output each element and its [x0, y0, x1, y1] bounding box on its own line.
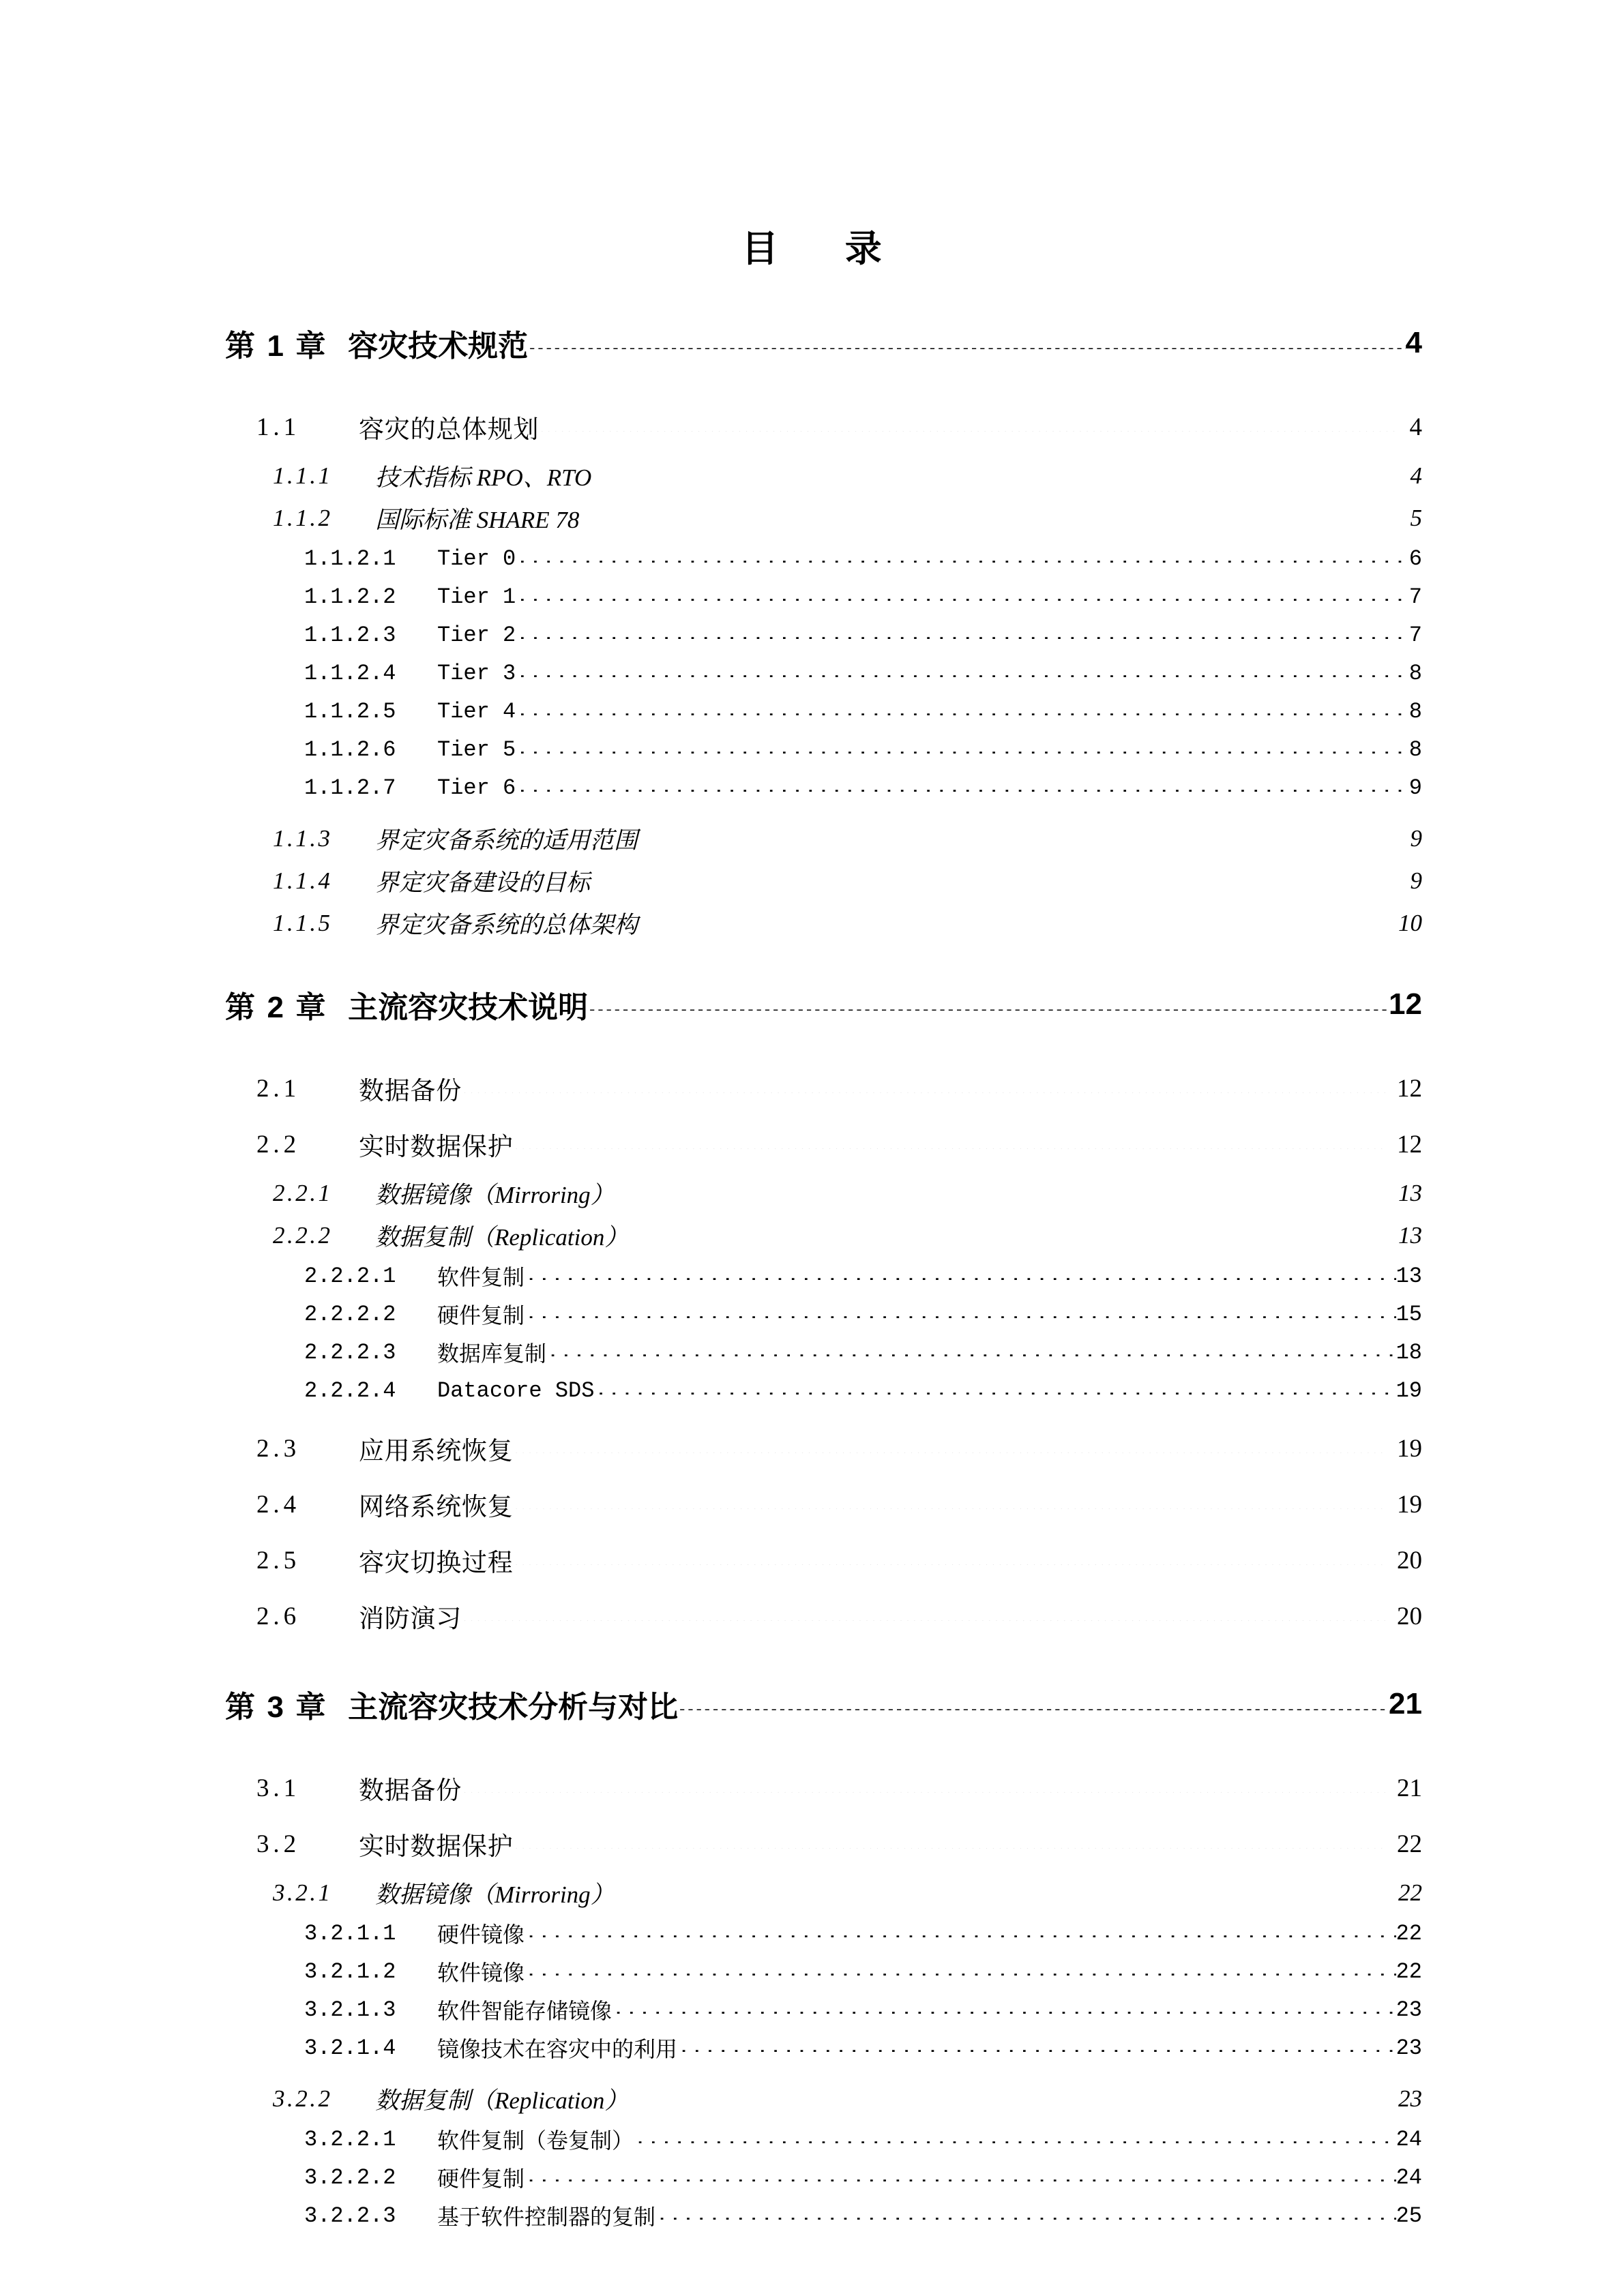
toc-entry-page-number: 21 — [1389, 1687, 1422, 1720]
toc-entry-page-number: 13 — [1398, 1180, 1422, 1206]
toc-entry-level-2[interactable] — [0, 1816, 1624, 1872]
toc-entry-level-3[interactable] — [0, 902, 1624, 944]
toc-entry-number: 第 2 章 — [225, 991, 328, 1024]
toc-spacer — [0, 807, 1624, 818]
toc-entry-title: 镜像技术在容灾中的利用 — [437, 2038, 678, 2063]
toc-entry-level-4[interactable] — [0, 730, 1624, 769]
toc-entry-page-number: 22 — [1398, 1879, 1422, 1906]
toc-spacer — [0, 376, 1624, 399]
toc-entry-page-number: 22 — [1396, 1958, 1422, 1984]
toc-leader-dots — [516, 745, 1409, 754]
toc-entry-page-number: 23 — [1396, 1997, 1422, 2023]
toc-entry-page-number: 13 — [1396, 1263, 1422, 1289]
toc-entry-page-number: 22 — [1397, 1830, 1422, 1858]
toc-entry-level-1[interactable] — [0, 972, 1624, 1037]
toc-entry-page-number: 7 — [1408, 622, 1422, 648]
toc-entry-level-4[interactable] — [0, 2158, 1624, 2196]
toc-entry-title: 消防演习 — [359, 1605, 462, 1633]
toc-entry-level-3[interactable] — [0, 1872, 1624, 1914]
toc-leader-dots — [516, 631, 1409, 640]
toc-leader-dots — [591, 471, 1400, 481]
toc-leader-dots — [590, 876, 1400, 886]
toc-leader-dots — [615, 1189, 1389, 1198]
toc-entry-number: 3.2.1.1 — [304, 1920, 396, 1946]
toc-entry-title: Tier 1 — [437, 584, 516, 610]
toc-entry-level-2[interactable] — [0, 1060, 1624, 1116]
toc-leader-dots — [638, 919, 1389, 928]
toc-entry-level-4[interactable] — [0, 654, 1624, 692]
toc-entry-level-3[interactable] — [0, 818, 1624, 860]
toc-entry-level-2[interactable] — [0, 1588, 1624, 1644]
toc-leader-dots — [525, 2173, 1396, 2182]
toc-entry-number: 1.1.2 — [273, 505, 333, 531]
toc-leader-dots — [655, 2211, 1396, 2220]
toc-entry-title: 容灾技术规范 — [348, 329, 529, 363]
toc-entry-title: 界定灾备系统的总体架构 — [375, 912, 638, 938]
toc-leader-dots — [677, 2044, 1396, 2053]
toc-leader-dots — [462, 1611, 1387, 1622]
toc-leader-dots — [634, 2135, 1396, 2144]
toc-leader-dots — [588, 998, 1389, 1011]
toc-entry-number: 3.2.2.3 — [304, 2203, 396, 2228]
toc-leader-dots — [525, 1929, 1396, 1938]
toc-entry-page-number: 21 — [1397, 1774, 1422, 1802]
toc-entry-page-number: 13 — [1398, 1222, 1422, 1249]
toc-leader-dots — [513, 1139, 1387, 1150]
toc-entry-page-number: 8 — [1408, 660, 1422, 686]
toc-entry-number: 2.6 — [256, 1602, 301, 1630]
toc-entry-title: 数据备份 — [359, 1077, 462, 1105]
toc-leader-dots — [525, 1967, 1396, 1976]
toc-entry-page-number: 6 — [1408, 546, 1422, 571]
toc-entry-title: 实时数据保护 — [359, 1833, 514, 1861]
toc-entry-page-number: 22 — [1396, 1920, 1422, 1946]
toc-entry-number: 2.2.2.3 — [304, 1339, 396, 1365]
toc-entry-level-2[interactable] — [0, 1532, 1624, 1588]
toc-entry-number: 3.2.1.2 — [304, 1958, 396, 1984]
toc-entry-title: 硬件复制 — [437, 1304, 525, 1330]
toc-entry-page-number: 23 — [1396, 2035, 1422, 2061]
toc-entry-page-number: 20 — [1397, 1602, 1422, 1630]
toc-entry-number: 2.1 — [256, 1074, 301, 1103]
toc-entry-level-4[interactable] — [0, 1914, 1624, 1952]
toc-entry-page-number: 7 — [1408, 584, 1422, 610]
toc-leader-dots — [539, 422, 1400, 432]
toc-entry-number: 1.1.2.3 — [304, 622, 396, 648]
toc-entry-title: 数据复制（Replication） — [375, 2087, 629, 2114]
table-of-contents — [0, 310, 1624, 2235]
toc-entry-level-2[interactable] — [0, 1760, 1624, 1816]
toc-entry-level-4[interactable] — [0, 2120, 1624, 2158]
toc-entry-page-number: 8 — [1408, 698, 1422, 724]
toc-entry-page-number: 25 — [1396, 2203, 1422, 2228]
toc-entry-number: 2.2.2.4 — [304, 1377, 396, 1403]
toc-entry-level-3[interactable] — [0, 455, 1624, 497]
toc-entry-title: Datacore SDS — [437, 1377, 595, 1403]
toc-entry-level-1[interactable] — [0, 1671, 1624, 1737]
toc-entry-number: 1.1.2.4 — [304, 660, 396, 686]
toc-leader-dots — [546, 1348, 1396, 1357]
toc-entry-title: 基于软件控制器的复制 — [437, 2206, 656, 2231]
toc-entry-level-2[interactable] — [0, 1420, 1624, 1476]
toc-entry-page-number: 4 — [1410, 462, 1422, 489]
toc-entry-page-number: 18 — [1396, 1339, 1422, 1365]
toc-entry-page-number: 4 — [1405, 326, 1422, 359]
toc-entry-title: 主流容灾技术说明 — [348, 991, 589, 1024]
toc-entry-number: 3.2.2 — [273, 2085, 333, 2112]
toc-entry-title: Tier 2 — [437, 622, 516, 648]
toc-entry-page-number: 19 — [1397, 1490, 1422, 1519]
toc-entry-page-number: 23 — [1398, 2085, 1422, 2112]
toc-entry-page-number: 9 — [1410, 825, 1422, 852]
toc-entry-number: 1.1.2.6 — [304, 736, 396, 762]
toc-leader-dots — [525, 1272, 1396, 1281]
toc-entry-number: 2.4 — [256, 1490, 301, 1519]
toc-entry-number: 3.2.2.1 — [304, 2126, 396, 2152]
toc-entry-page-number: 12 — [1397, 1130, 1422, 1159]
toc-spacer — [0, 944, 1624, 972]
toc-entry-page-number: 10 — [1398, 910, 1422, 936]
toc-entry-page-number: 4 — [1409, 413, 1422, 441]
toc-entry-title: 界定灾备建设的目标 — [375, 869, 591, 896]
toc-entry-number: 3.2.2.2 — [304, 2164, 396, 2190]
toc-entry-page-number: 24 — [1396, 2164, 1422, 2190]
toc-spacer — [0, 1410, 1624, 1420]
toc-leader-dots — [638, 834, 1400, 844]
toc-entry-number: 3.2.1.3 — [304, 1997, 396, 2023]
toc-entry-page-number: 15 — [1396, 1301, 1422, 1327]
toc-leader-dots — [628, 2094, 1389, 2104]
toc-entry-title: 软件镜像 — [437, 1962, 525, 1987]
toc-entry-number: 第 1 章 — [225, 329, 328, 363]
toc-entry-level-2[interactable] — [0, 1476, 1624, 1532]
toc-entry-title: 技术指标 RPO、RTO — [375, 464, 592, 491]
toc-entry-page-number: 12 — [1397, 1074, 1422, 1103]
toc-entry-title: 数据库复制 — [437, 1343, 547, 1368]
toc-entry-title: 界定灾备系统的适用范围 — [375, 827, 638, 854]
toc-entry-number: 1.1.2.5 — [304, 698, 396, 724]
toc-entry-title: Tier 0 — [437, 546, 516, 571]
toc-entry-number: 第 3 章 — [225, 1690, 328, 1724]
toc-entry-title: 软件复制（卷复制） — [437, 2130, 634, 2155]
toc-entry-title: 软件智能存储镜像 — [437, 2000, 612, 2025]
toc-spacer — [0, 1037, 1624, 1060]
toc-entry-page-number: 19 — [1397, 1434, 1422, 1463]
toc-entry-level-4[interactable] — [0, 692, 1624, 730]
toc-entry-level-3[interactable] — [0, 1172, 1624, 1214]
toc-entry-level-3[interactable] — [0, 860, 1624, 902]
toc-entry-level-1[interactable] — [0, 310, 1624, 376]
toc-entry-number: 3.2 — [256, 1830, 301, 1858]
toc-entry-title: 数据镜像（Mirroring） — [375, 1881, 615, 1908]
toc-leader-dots — [525, 1310, 1396, 1319]
toc-leader-dots — [594, 1386, 1396, 1395]
toc-entry-level-4[interactable] — [0, 1371, 1624, 1410]
toc-entry-page-number: 24 — [1396, 2126, 1422, 2152]
toc-entry-number: 1.1.5 — [273, 910, 333, 936]
toc-entry-number: 1.1.3 — [273, 825, 333, 852]
toc-entry-level-2[interactable] — [0, 1116, 1624, 1172]
toc-leader-dots — [612, 2006, 1396, 2014]
toc-entry-level-4[interactable] — [0, 616, 1624, 654]
toc-entry-number: 2.5 — [256, 1546, 301, 1575]
toc-entry-page-number: 9 — [1410, 867, 1422, 894]
toc-entry-level-3[interactable] — [0, 1214, 1624, 1257]
toc-entry-title: Tier 5 — [437, 736, 516, 762]
toc-entry-level-3[interactable] — [0, 497, 1624, 539]
toc-entry-page-number: 9 — [1408, 775, 1422, 801]
toc-entry-number: 2.2.1 — [273, 1180, 333, 1206]
toc-leader-dots — [516, 784, 1409, 792]
toc-leader-dots — [628, 1231, 1389, 1240]
toc-entry-level-4[interactable] — [0, 1952, 1624, 1991]
toc-entry-title: 容灾的总体规划 — [359, 416, 540, 444]
toc-entry-level-4[interactable] — [0, 578, 1624, 616]
toc-entry-title: 数据复制（Replication） — [375, 1224, 629, 1251]
toc-entry-level-4[interactable] — [0, 1295, 1624, 1333]
toc-entry-title: 主流容灾技术分析与对比 — [348, 1690, 679, 1724]
toc-entry-number: 3.2.1 — [273, 1879, 333, 1906]
toc-entry-page-number: 20 — [1397, 1546, 1422, 1575]
toc-entry-title: 硬件镜像 — [437, 1924, 525, 1949]
toc-entry-number: 2.3 — [256, 1434, 301, 1463]
toc-spacer — [0, 1737, 1624, 1760]
toc-entry-number: 3.2.1.4 — [304, 2035, 396, 2061]
toc-spacer — [0, 1644, 1624, 1671]
toc-entry-page-number: 8 — [1408, 736, 1422, 762]
toc-entry-level-4[interactable] — [0, 2029, 1624, 2067]
toc-leader-dots — [528, 337, 1405, 349]
toc-entry-number: 2.2 — [256, 1130, 301, 1159]
toc-entry-title: 容灾切换过程 — [359, 1549, 514, 1577]
toc-leader-dots — [516, 593, 1409, 601]
toc-spacer — [0, 2067, 1624, 2078]
toc-entry-page-number: 5 — [1410, 505, 1422, 531]
toc-entry-number: 1.1.2.1 — [304, 546, 396, 571]
toc-entry-number: 1.1.2.7 — [304, 775, 396, 801]
toc-entry-page-number: 19 — [1396, 1377, 1422, 1403]
toc-leader-dots — [579, 513, 1400, 523]
toc-leader-dots — [615, 1888, 1389, 1898]
toc-entry-level-4[interactable] — [0, 1333, 1624, 1371]
toc-entry-number: 3.1 — [256, 1774, 301, 1802]
toc-entry-level-4[interactable] — [0, 1257, 1624, 1295]
toc-entry-number: 1.1 — [256, 413, 301, 441]
toc-entry-title: Tier 6 — [437, 775, 516, 801]
toc-entry-title: 软件复制 — [437, 1266, 525, 1292]
toc-leader-dots — [516, 554, 1409, 563]
toc-entry-level-4[interactable] — [0, 1991, 1624, 2029]
toc-entry-number: 2.2.2 — [273, 1222, 333, 1249]
toc-leader-dots — [513, 1839, 1387, 1849]
toc-entry-level-3[interactable] — [0, 2078, 1624, 2120]
toc-entry-title: 数据镜像（Mirroring） — [375, 1182, 615, 1208]
toc-entry-number: 1.1.4 — [273, 867, 333, 894]
toc-entry-level-4[interactable] — [0, 2196, 1624, 2235]
toc-entry-title: 网络系统恢复 — [359, 1493, 514, 1521]
toc-entry-title: 应用系统恢复 — [359, 1437, 514, 1465]
toc-entry-title: Tier 3 — [437, 660, 516, 686]
toc-leader-dots — [513, 1555, 1387, 1566]
toc-entry-page-number: 12 — [1389, 987, 1422, 1021]
toc-leader-dots — [462, 1084, 1387, 1094]
toc-leader-dots — [678, 1698, 1389, 1710]
toc-leader-dots — [516, 707, 1409, 716]
toc-entry-number: 2.2.2.2 — [304, 1301, 396, 1327]
toc-leader-dots — [513, 1444, 1387, 1454]
toc-entry-number: 2.2.2.1 — [304, 1263, 396, 1289]
toc-entry-title: 实时数据保护 — [359, 1133, 514, 1161]
toc-leader-dots — [513, 1500, 1387, 1510]
toc-entry-level-4[interactable] — [0, 769, 1624, 807]
toc-entry-level-2[interactable] — [0, 399, 1624, 455]
toc-leader-dots — [516, 669, 1409, 678]
toc-entry-number: 1.1.2.2 — [304, 584, 396, 610]
toc-entry-title: 硬件复制 — [437, 2168, 525, 2193]
toc-entry-title: 数据备份 — [359, 1777, 462, 1805]
toc-entry-title: 国际标准 SHARE 78 — [375, 507, 580, 533]
page-title: 目 录 — [741, 228, 883, 269]
toc-entry-title: Tier 4 — [437, 698, 516, 724]
toc-leader-dots — [462, 1783, 1387, 1793]
toc-entry-number: 1.1.1 — [273, 462, 333, 489]
toc-entry-level-4[interactable] — [0, 539, 1624, 578]
